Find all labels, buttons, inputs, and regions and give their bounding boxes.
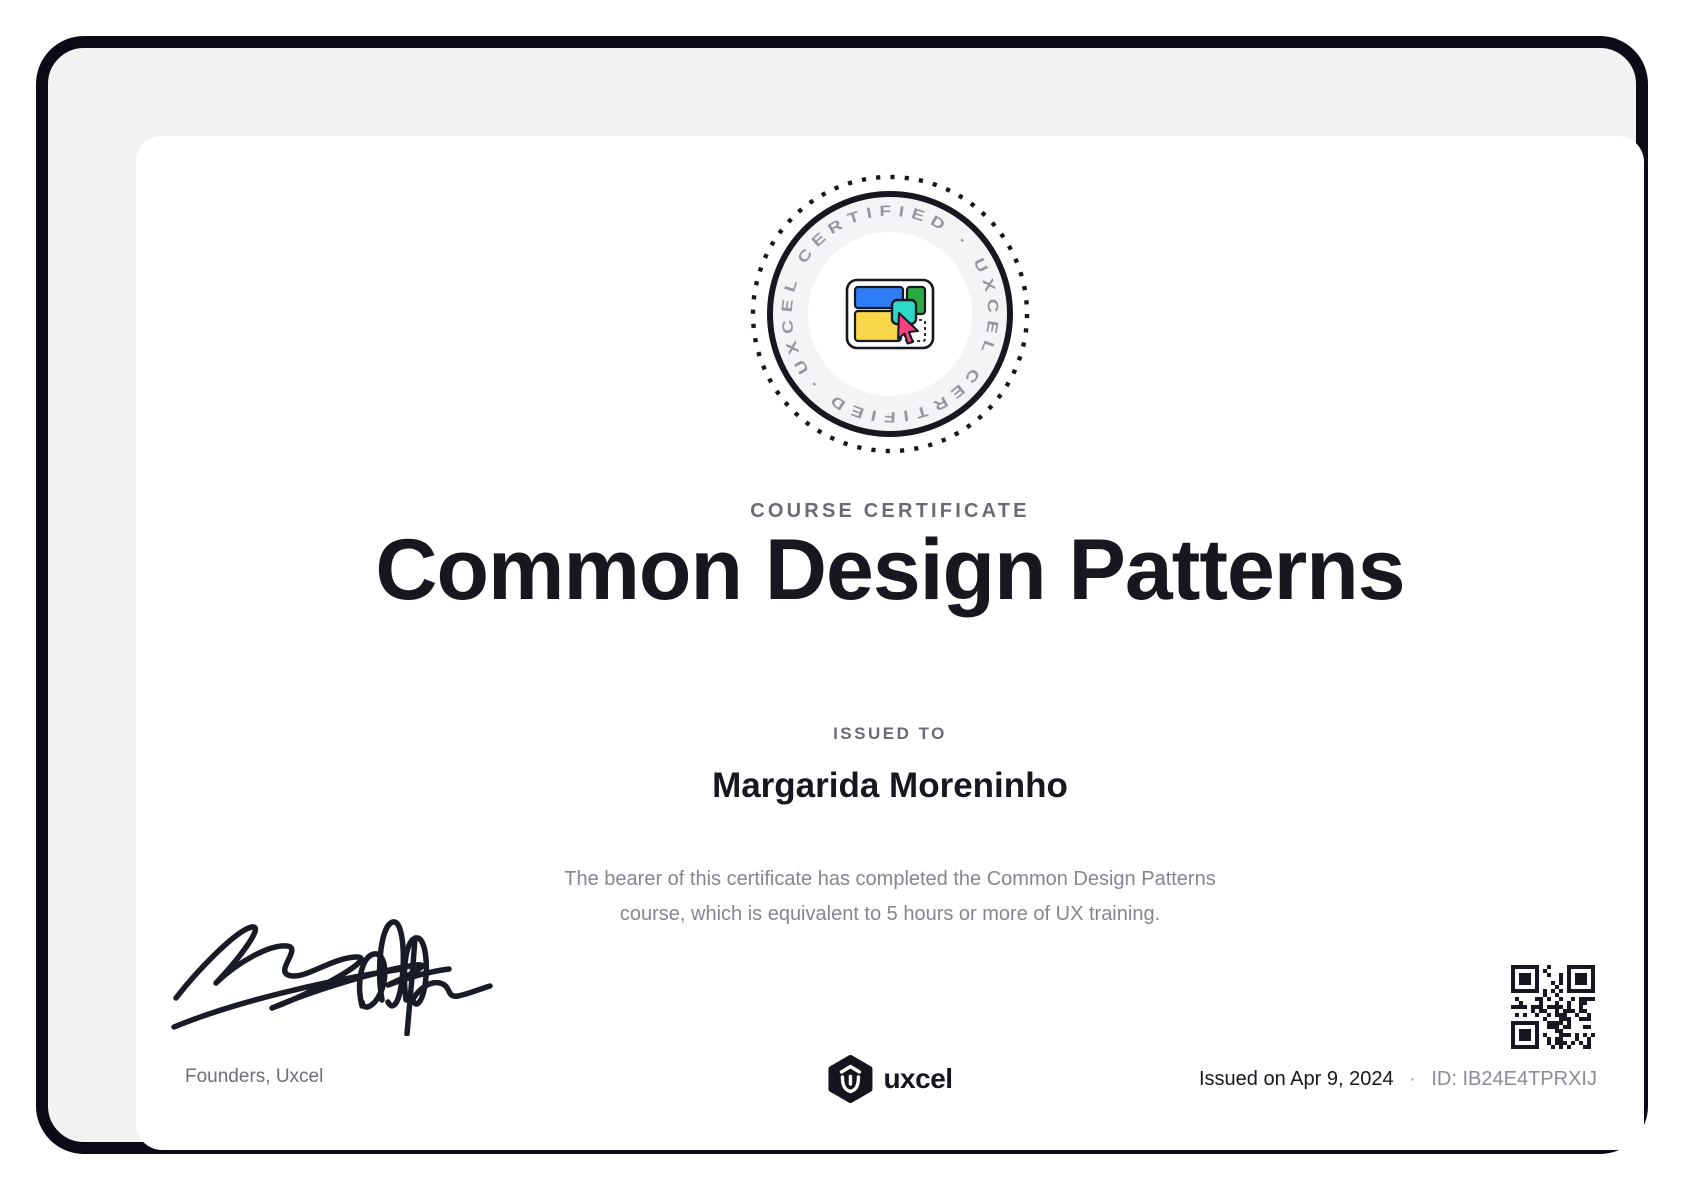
founders-signatures — [166, 886, 496, 1036]
description-line-1: The bearer of this certificate has completed the Common Design Patterns — [564, 868, 1216, 890]
description-line-2: course, which is equivalent to 5 hours or more of UX training. — [619, 903, 1161, 925]
signature-right — [360, 922, 490, 1034]
layout-wireframe-with-cursor-icon — [847, 280, 933, 348]
course-title: Common Design Patterns — [375, 522, 1405, 618]
certificate-panel — [136, 136, 1644, 1150]
seal-circular-text: UXCEL CERTIFIED · UXCEL CERTIFIED · — [778, 202, 1002, 426]
uxcel-certified-seal — [750, 174, 1030, 454]
certificate-frame — [36, 36, 1648, 1154]
uxcel-logo — [827, 1054, 952, 1104]
separator-dot: · — [1409, 1068, 1416, 1090]
certificate-id: ID: IB24E4TPRXIJ — [1431, 1068, 1597, 1090]
issued-on-text: Issued on Apr 9, 2024 — [1198, 1068, 1394, 1090]
qr-code — [1511, 965, 1595, 1049]
issued-to-label: ISSUED TO — [833, 724, 947, 743]
issue-info — [1199, 1064, 1597, 1094]
uxcel-cube-icon — [827, 1055, 873, 1103]
signature-label: Founders, Uxcel — [185, 1066, 324, 1087]
course-certificate-label: COURSE CERTIFICATE — [750, 500, 1030, 522]
uxcel-wordmark: uxcel — [883, 1063, 953, 1094]
recipient-name: Margarida Moreninho — [712, 766, 1068, 805]
